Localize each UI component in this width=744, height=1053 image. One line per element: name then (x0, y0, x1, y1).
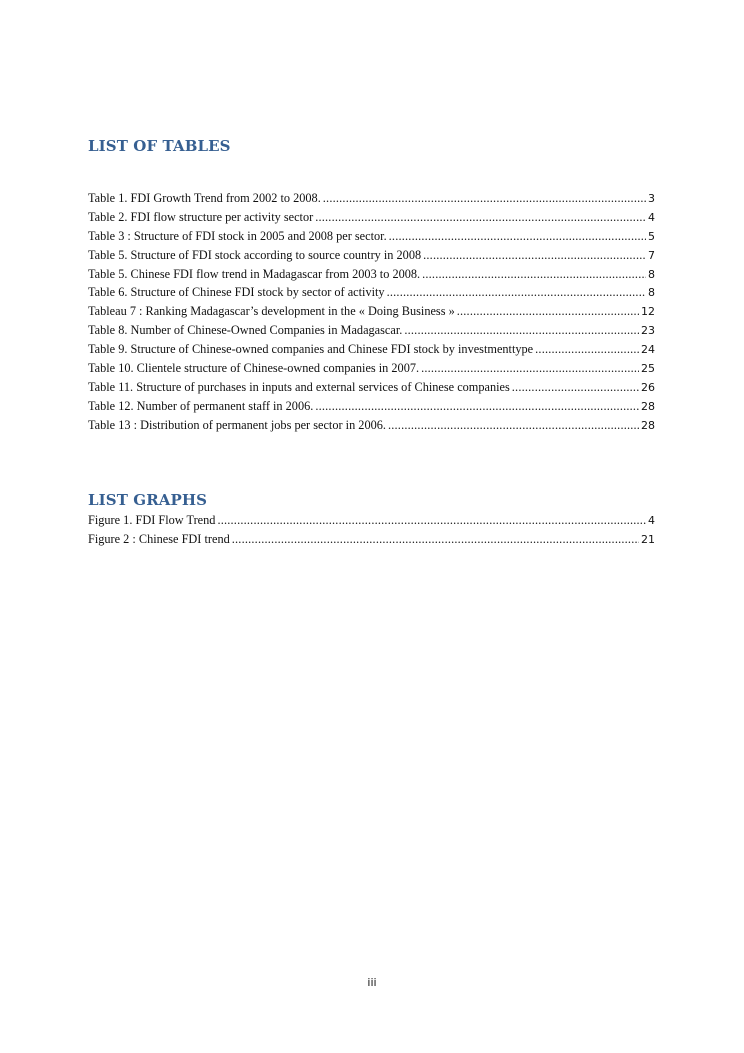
toc-entry-title: Figure 2 : Chinese FDI trend (88, 531, 230, 546)
toc-entry-page: 5 (648, 229, 655, 243)
dot-leader (232, 532, 639, 547)
toc-entry-title: Table 5. Chinese FDI flow trend in Madagascar from 2003 to 2008. (88, 266, 421, 281)
toc-entry-page: 25 (641, 362, 655, 376)
toc-entry-title: Table 3 : Structure of FDI stock in 2005 and 2008 per sector. (88, 228, 387, 243)
toc-entry[interactable] (88, 513, 655, 532)
dot-leader (404, 323, 639, 338)
toc-entry-title: Tableau 7 : Ranking Madagascar’s development in the « Doing Business » (88, 304, 455, 319)
toc-entry-title: Table 5. Structure of FDI stock according to source country in 2008 (88, 247, 422, 262)
toc-entry[interactable] (88, 418, 655, 437)
toc-entry-title: Table 13 : Distribution of permanent jobs per sector in 2006. (88, 417, 386, 432)
dot-leader (457, 304, 639, 319)
toc-entry-page: 28 (641, 399, 655, 413)
toc-entry[interactable] (88, 210, 655, 229)
toc-entry-title: Table 8. Number of Chinese-Owned Companies in Madagascar. (88, 323, 403, 338)
toc-entry[interactable] (88, 267, 655, 286)
tables-toc-list (88, 191, 655, 437)
dot-leader (315, 210, 646, 225)
toc-entry[interactable] (88, 323, 655, 342)
toc-entry[interactable] (88, 248, 655, 267)
toc-entry[interactable] (88, 532, 655, 551)
toc-entry-page: 24 (641, 343, 655, 357)
toc-entry-page: 4 (648, 210, 655, 224)
toc-entry-page: 4 (648, 514, 655, 527)
toc-entry[interactable] (88, 380, 655, 399)
graphs-toc-list (88, 513, 655, 551)
dot-leader (387, 285, 646, 300)
toc-entry-page: 21 (641, 532, 655, 546)
toc-entry-page: 8 (648, 267, 655, 281)
toc-entry[interactable] (88, 285, 655, 304)
toc-entry[interactable] (88, 342, 655, 361)
toc-entry[interactable] (88, 229, 655, 248)
toc-entry-page: 8 (648, 286, 655, 300)
toc-entry-title: Table 1. FDI Growth Trend from 2002 to 2008. (88, 191, 321, 205)
page-number: iii (367, 976, 377, 989)
toc-entry-title: Table 9. Structure of Chinese-owned companies and Chinese FDI stock by investmenttype (88, 342, 534, 357)
dot-leader (423, 248, 646, 263)
list-of-tables-heading: LIST OF TABLES (88, 137, 231, 155)
dot-leader (422, 267, 646, 282)
toc-entry-title: Table 6. Structure of Chinese FDI stock by sector of activity (88, 285, 385, 300)
toc-entry-title: Table 10. Clientele structure of Chinese-owned companies in 2007. (88, 361, 420, 376)
toc-entry-page: 28 (641, 418, 655, 432)
toc-entry-title: Table 12. Number of permanent staff in 2006. (88, 398, 314, 413)
dot-leader (315, 399, 639, 414)
toc-entry-title: Table 11. Structure of purchases in inputs and external services of Chinese companies (88, 379, 510, 394)
toc-entry-title: Table 2. FDI flow structure per activity sector (88, 209, 314, 224)
dot-leader (217, 513, 646, 528)
toc-entry-page: 23 (641, 324, 655, 338)
dot-leader (388, 418, 639, 433)
list-graphs-heading: LIST GRAPHS (88, 491, 208, 509)
dot-leader (535, 342, 639, 357)
dot-leader (512, 380, 639, 395)
toc-entry[interactable] (88, 304, 655, 323)
toc-entry[interactable] (88, 399, 655, 418)
toc-entry-page: 7 (648, 248, 655, 262)
dot-leader (389, 229, 646, 244)
toc-entry[interactable] (88, 191, 655, 210)
toc-entry-page: 26 (641, 380, 655, 394)
toc-entry-page: 3 (648, 192, 655, 205)
dot-leader (421, 361, 639, 376)
toc-entry-title: Figure 1. FDI Flow Trend (88, 513, 216, 527)
toc-entry-page: 12 (641, 305, 655, 319)
dot-leader (323, 191, 646, 206)
toc-entry[interactable] (88, 361, 655, 380)
